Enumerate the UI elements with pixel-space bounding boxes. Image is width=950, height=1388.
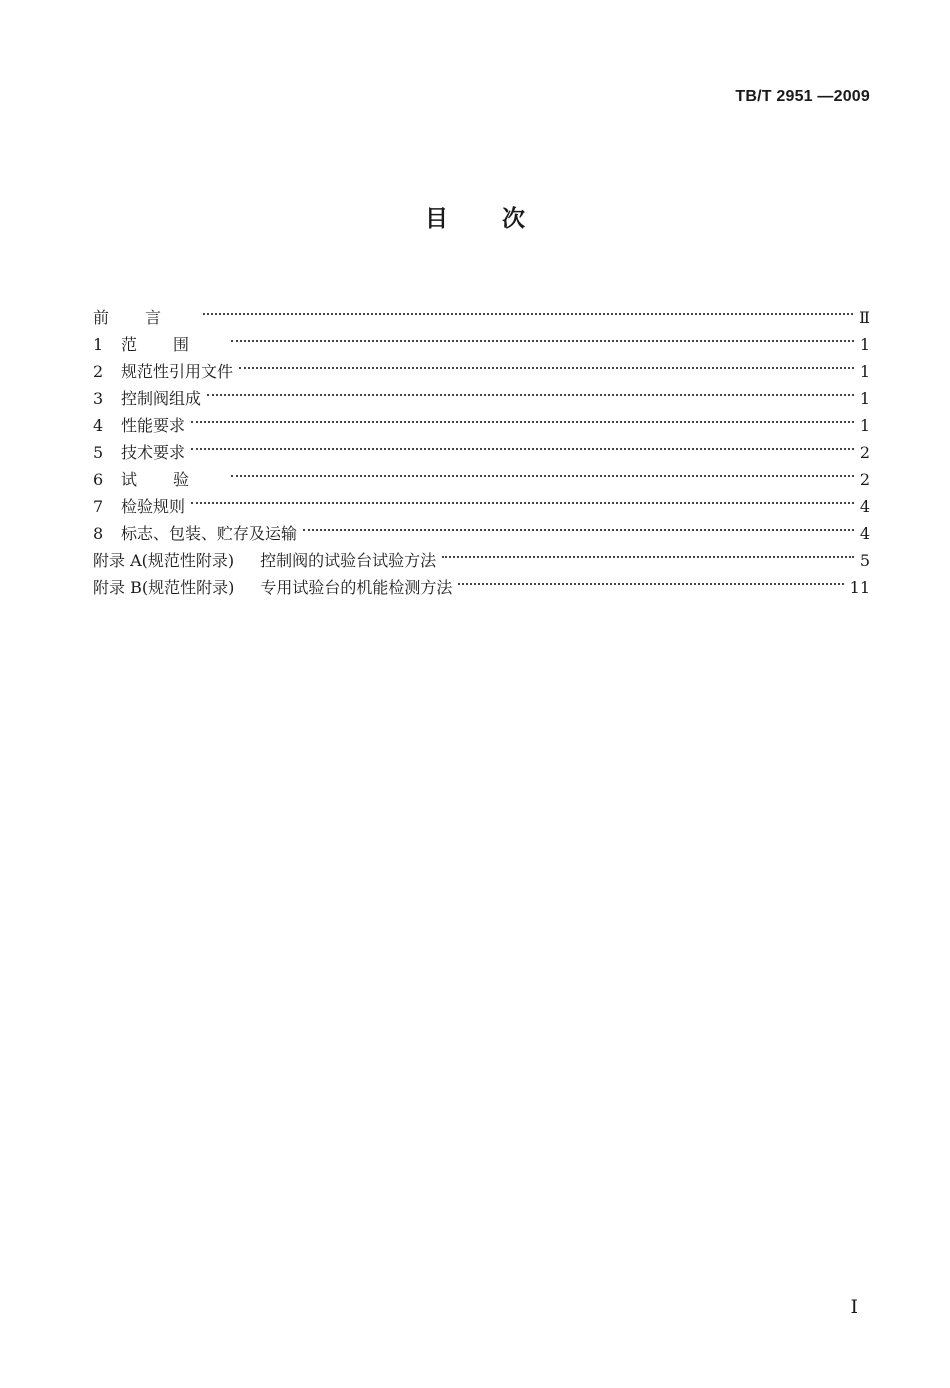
toc-entry-performance[interactable] — [93, 404, 870, 435]
toc-entry-label: 规范性引用文件 — [121, 362, 234, 381]
toc-entry-label: 前言 — [93, 308, 198, 327]
toc-entry-label: 控制阀组成 — [121, 389, 202, 408]
toc-entry-page: 11 — [849, 578, 870, 597]
toc-entry-label: 技术要求 — [121, 443, 186, 462]
toc-entry-technical[interactable] — [93, 431, 870, 462]
toc-leader — [207, 377, 854, 404]
toc-entry-composition[interactable] — [93, 377, 870, 408]
toc-entry-page: 4 — [859, 497, 870, 516]
toc-leader — [231, 458, 854, 485]
toc-entry-number: 5 — [93, 443, 104, 462]
toc-leader — [442, 539, 854, 566]
toc-entry-label: 专用试验台的机能检测方法 — [260, 578, 453, 597]
toc-entry-marking[interactable] — [93, 512, 870, 543]
toc-entry-label: 控制阀的试验台试验方法 — [260, 551, 437, 570]
toc-leader — [458, 566, 843, 593]
toc-entry-test[interactable] — [93, 458, 870, 489]
toc-leader — [191, 431, 854, 458]
toc-entry-label: 试验 — [121, 470, 226, 489]
toc-leader — [231, 323, 854, 350]
toc-entry-page: Ⅱ — [859, 308, 870, 327]
toc-leader — [203, 296, 853, 323]
toc-entry-number: 2 — [93, 362, 104, 381]
toc-entry-page: 1 — [859, 335, 870, 354]
toc-entry-label: 性能要求 — [121, 416, 186, 435]
toc-leader — [191, 485, 854, 512]
standard-number: TB/T 2951 —2009 — [735, 88, 870, 105]
toc-entry-number: 7 — [93, 497, 104, 516]
toc-entry-page: 5 — [859, 551, 870, 570]
table-of-contents — [93, 296, 870, 597]
toc-entry-number: 4 — [93, 416, 104, 435]
toc-appendix-ref: 附录 B(规范性附录) — [93, 578, 235, 597]
toc-entry-page: 2 — [859, 443, 870, 462]
page-number: I — [850, 1296, 858, 1318]
toc-entry-page: 1 — [859, 416, 870, 435]
toc-leader — [303, 512, 854, 539]
toc-entry-page: 1 — [859, 362, 870, 381]
toc-entry-page: 4 — [859, 524, 870, 543]
toc-entry-foreword[interactable] — [93, 296, 870, 327]
toc-entry-scope[interactable] — [93, 323, 870, 354]
toc-entry-label: 检验规则 — [121, 497, 186, 516]
toc-entry-label: 范围 — [121, 335, 226, 354]
toc-entry-page: 1 — [859, 389, 870, 408]
page-title: 目次 — [425, 206, 579, 232]
toc-entry-inspection[interactable] — [93, 485, 870, 516]
toc-appendix-ref: 附录 A(规范性附录) — [93, 551, 235, 570]
toc-leader — [239, 350, 854, 377]
toc-entry-page: 2 — [859, 470, 870, 489]
toc-leader — [191, 404, 854, 431]
toc-entry-number: 8 — [93, 524, 104, 543]
toc-entry-number: 1 — [93, 335, 104, 354]
toc-entry-number: 6 — [93, 470, 104, 489]
toc-entry-label: 标志、包装、贮存及运输 — [121, 524, 298, 543]
toc-entry-number: 3 — [93, 389, 104, 408]
